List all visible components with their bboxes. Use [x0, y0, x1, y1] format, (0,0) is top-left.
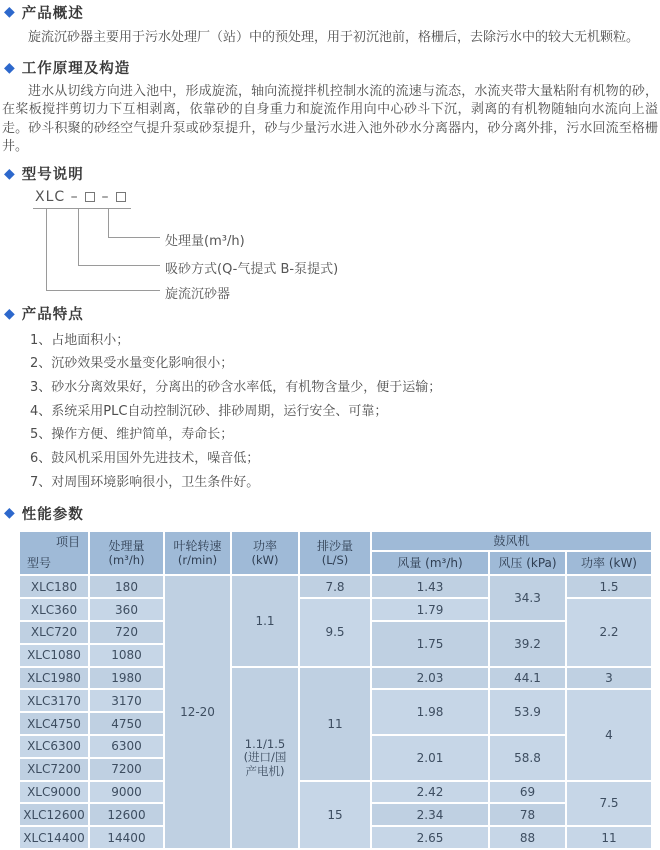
capacity-cell: 4750	[90, 713, 163, 734]
header-impeller-speed	[165, 532, 230, 574]
header-label: 功率	[252, 539, 277, 554]
section-header-principle	[4, 59, 660, 77]
air-pressure-cell: 58.8	[490, 736, 565, 780]
header-unit: (r/min)	[177, 553, 218, 568]
connector-line-horizontal	[78, 265, 160, 266]
section-header-overview	[4, 3, 660, 21]
diamond-icon: ◆	[4, 305, 15, 322]
model-code	[33, 189, 131, 209]
model-cell: XLC1980	[20, 668, 88, 689]
feature-item: 3、砂水分离效果好，分离出的砂含水率低，有机物含量少，便于运输；	[30, 379, 442, 395]
impeller-speed-cell: 12-20	[165, 576, 230, 848]
capacity-cell: 180	[90, 576, 163, 597]
feature-item: 4、系统采用PLC自动控制沉砂、排砂周期，运行安全、可靠；	[30, 403, 388, 419]
air-volume-cell: 2.42	[372, 782, 488, 803]
diagram-label-suction: 吸砂方式(Q-气提式 B-泵提式)	[165, 261, 339, 277]
air-pressure-cell: 78	[490, 804, 565, 825]
table-row	[20, 668, 651, 689]
air-volume-cell: 1.43	[372, 576, 488, 597]
model-code-dash: –	[70, 188, 79, 205]
header-air-volume: 风量 (m³/h)	[372, 552, 488, 574]
overview-paragraph: 旋流沉砂器主要用于污水处理厂（站）中的预处理，用于初沉池前，格栅后，去除污水中的较大无机颗粒。	[28, 30, 640, 45]
feature-item: 6、鼓风机采用国外先进技术，噪音低；	[30, 451, 260, 467]
connector-line-horizontal	[108, 237, 160, 238]
header-capacity	[90, 532, 163, 574]
header-sand-discharge	[300, 532, 370, 574]
capacity-cell: 360	[90, 599, 163, 620]
diagram-label-capacity: 处理量(m³/h)	[165, 233, 245, 249]
air-volume-cell: 2.65	[372, 827, 488, 848]
sand-cell: 9.5	[300, 599, 370, 665]
section-header-features	[4, 305, 660, 323]
power-cell: 1.1	[232, 576, 298, 665]
header-blower-group: 鼓风机	[372, 532, 651, 550]
header-label: 叶轮转速	[173, 539, 222, 554]
sand-cell: 7.8	[300, 576, 370, 597]
air-pressure-cell: 88	[490, 827, 565, 848]
air-volume-cell: 1.79	[372, 599, 488, 620]
connector-line-vertical	[46, 209, 47, 291]
model-cell: XLC360	[20, 599, 88, 620]
power-line: 产电机)	[245, 763, 285, 778]
header-unit: (kW)	[251, 553, 279, 568]
capacity-cell: 9000	[90, 782, 163, 803]
capacity-cell: 14400	[90, 827, 163, 848]
section-header-params	[4, 504, 660, 522]
capacity-cell: 720	[90, 622, 163, 643]
sand-cell: 15	[300, 782, 370, 848]
power-line: 1.1/1.5	[244, 736, 286, 751]
blower-power-cell: 3	[567, 668, 651, 689]
section-title: 产品特点	[21, 307, 84, 323]
feature-list	[30, 329, 660, 495]
diamond-icon: ◆	[4, 59, 15, 76]
model-cell: XLC180	[20, 576, 88, 597]
power-cell	[232, 668, 298, 848]
model-code-box	[85, 192, 95, 202]
header-blower-power: 功率 (kW)	[567, 552, 651, 574]
model-cell: XLC1080	[20, 645, 88, 666]
model-cell: XLC9000	[20, 782, 88, 803]
header-corner-model: 型号	[27, 556, 52, 571]
diamond-icon: ◆	[4, 165, 15, 182]
air-volume-cell: 2.34	[372, 804, 488, 825]
header-label: 处理量	[108, 539, 145, 554]
blower-power-cell: 2.2	[567, 599, 651, 665]
model-code-dash: –	[101, 188, 110, 205]
header-corner-cell	[20, 532, 88, 574]
capacity-cell: 1980	[90, 668, 163, 689]
connector-line-vertical	[78, 209, 79, 266]
sand-cell: 11	[300, 668, 370, 780]
header-unit: (L/S)	[321, 553, 349, 568]
feature-item: 2、沉砂效果受水量变化影响很小；	[30, 356, 234, 372]
connector-line-horizontal	[46, 290, 160, 291]
model-cell: XLC14400	[20, 827, 88, 848]
model-cell: XLC12600	[20, 804, 88, 825]
feature-item: 7、对周围环境影响很小，卫生条件好。	[30, 474, 260, 490]
header-label: 排沙量	[316, 539, 353, 554]
air-volume-cell: 1.98	[372, 690, 488, 734]
section-header-model	[4, 165, 660, 183]
air-volume-cell: 1.75	[372, 622, 488, 666]
air-volume-cell: 2.01	[372, 736, 488, 780]
blower-power-cell: 11	[567, 827, 651, 848]
capacity-cell: 3170	[90, 690, 163, 711]
diamond-icon: ◆	[4, 4, 15, 20]
model-code-diagram	[0, 189, 660, 305]
air-pressure-cell: 34.3	[490, 576, 565, 620]
capacity-cell: 7200	[90, 759, 163, 780]
section-title: 工作原理及构造	[21, 61, 131, 77]
section-title: 产品概述	[21, 5, 84, 22]
diagram-label-device: 旋流沉砂器	[165, 286, 231, 302]
header-unit: (m³/h)	[108, 553, 145, 568]
header-air-pressure: 风压 (kPa)	[490, 552, 565, 574]
model-code-prefix: XLC	[35, 188, 66, 205]
principle-paragraph: 进水从切线方向进入池中，形成旋流，轴向流搅拌机控制水流的流速与流态，水流夹带大量粘附有机物的砂，在桨板搅拌剪切力下互相剥离，依靠砂的自身重力和旋流作用向中心砂斗下沉，剥离的有机物随轴向水流向上溢走。砂斗积聚的砂经空气提升泵或砂泵提升，砂与少量污水进入池外砂水分离器内，砂分离外排，污水回流至格栅井。	[2, 83, 658, 154]
connector-line-vertical	[108, 209, 109, 238]
capacity-cell: 1080	[90, 645, 163, 666]
air-volume-cell: 2.03	[372, 668, 488, 689]
diamond-icon: ◆	[4, 505, 15, 522]
blower-power-cell: 4	[567, 690, 651, 779]
air-pressure-cell: 53.9	[490, 690, 565, 734]
model-code-box	[116, 192, 126, 202]
feature-item: 1、占地面积小；	[30, 332, 130, 348]
model-cell: XLC7200	[20, 759, 88, 780]
air-pressure-cell: 39.2	[490, 622, 565, 666]
header-power	[232, 532, 298, 574]
feature-item: 5、操作方便、维护简单，寿命长；	[30, 427, 234, 443]
model-cell: XLC720	[20, 622, 88, 643]
section-title: 型号说明	[21, 167, 84, 183]
capacity-cell: 6300	[90, 736, 163, 757]
model-cell: XLC3170	[20, 690, 88, 711]
power-line: (进口/国	[243, 750, 287, 765]
capacity-cell: 12600	[90, 804, 163, 825]
model-cell: XLC6300	[20, 736, 88, 757]
header-corner-item: 项目	[55, 535, 80, 550]
blower-power-cell: 7.5	[567, 782, 651, 826]
model-cell: XLC4750	[20, 713, 88, 734]
air-pressure-cell: 69	[490, 782, 565, 803]
section-title: 性能参数	[21, 506, 84, 523]
table-row	[20, 576, 651, 597]
blower-power-cell: 1.5	[567, 576, 651, 597]
air-pressure-cell: 44.1	[490, 668, 565, 689]
performance-table	[18, 530, 653, 850]
table-row	[20, 782, 651, 803]
